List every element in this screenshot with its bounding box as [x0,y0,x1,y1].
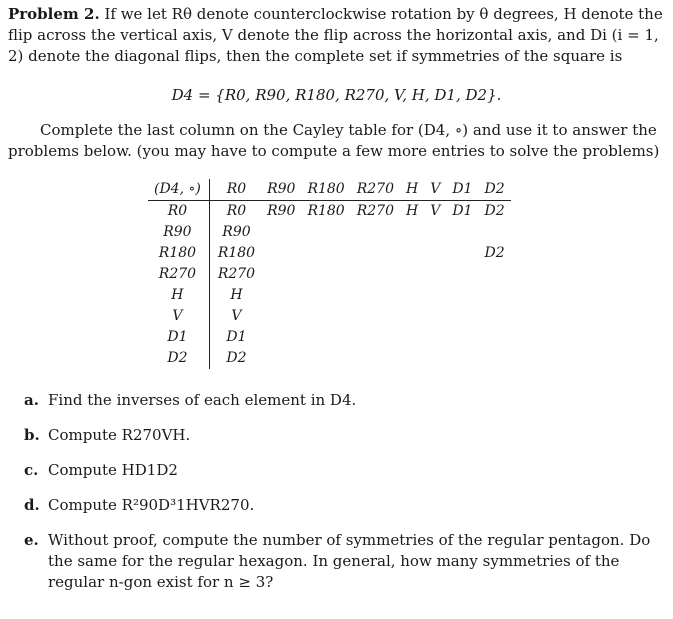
cayley-row [148,222,511,243]
cayley-cell [301,348,350,369]
cayley-cell: R270 [356,203,394,219]
cayley-cell: R0 [226,203,247,219]
cayley-cell [446,306,478,327]
cayley-cell [261,348,301,369]
cayley-cell [446,222,478,243]
cayley-cell: D1 [452,203,473,219]
cayley-cell [261,243,301,264]
cayley-cell [351,222,400,243]
cayley-cell [424,243,446,264]
cayley-row-header: V [148,306,209,327]
cayley-cell [301,222,350,243]
cayley-cell [478,285,510,306]
cayley-table [148,179,511,369]
cayley-cell: D2 [484,245,505,261]
cayley-cell: V [430,203,441,219]
problem-item-text: Compute R270VH. [48,426,191,444]
cayley-cell: D1 [226,329,247,345]
cayley-row [148,201,511,223]
cayley-cell [400,306,424,327]
cayley-cell [424,222,446,243]
cayley-column-header: H [400,179,424,201]
cayley-cell [400,243,424,264]
cayley-column-header: D1 [446,179,478,201]
cayley-cell [261,222,301,243]
cayley-row [148,243,511,264]
cayley-row [148,285,511,306]
problem-intro-text: If we let Rθ denote counterclockwise rotation by θ degrees, H denote the flip across the vertical axis, V denote the flip across the horizontal axis, and Di (i = 1, 2) denote the diagonal flips, then the complete set if symmetries of the square is [8,5,663,65]
cayley-cell [301,285,350,306]
cayley-cell: V [231,308,242,324]
symmetry-set: D4 = {R0, R90, R180, R270, V, H, D1, D2}. [171,86,502,104]
cayley-cell [261,327,301,348]
problem-intro [8,4,663,67]
cayley-cell [301,306,350,327]
cayley-cell [261,285,301,306]
problem-item-label: b. [24,426,40,444]
problem-item [24,495,654,516]
cayley-cell: R90 [222,224,251,240]
problem-item-text: Without proof, compute the number of symmetries of the regular pentagon. Do the same for the regular hexagon. In general, how many symmetries of the regular n-gon exist for n ≥ 3? [48,531,651,591]
cayley-cell [351,243,400,264]
cayley-cell [301,327,350,348]
cayley-cell [478,222,510,243]
cayley-cell [478,264,510,285]
cayley-cell: R90 [267,203,296,219]
problem-item-label: d. [24,496,40,514]
cayley-cell [446,327,478,348]
cayley-cell [446,264,478,285]
cayley-row-header: R270 [148,264,209,285]
cayley-cell: R180 [217,245,256,261]
problem-item [24,425,654,446]
cayley-column-header: R180 [301,179,350,201]
cayley-row-header: R90 [148,222,209,243]
instruction-text: Complete the last column on the Cayley table for (D4, ∘) and use it to answer the problems below. (you may have to compute a few more entries to solve the problems) [8,121,660,160]
cayley-row-header: D1 [148,327,209,348]
cayley-row [148,348,511,369]
cayley-cell [446,285,478,306]
cayley-cell [400,285,424,306]
problem-item [24,460,654,481]
cayley-cell: H [405,203,419,219]
cayley-cell [351,306,400,327]
cayley-corner: (D4, ∘) [148,179,209,201]
cayley-cell [424,264,446,285]
cayley-row-header: R180 [148,243,209,264]
cayley-row-header: D2 [148,348,209,369]
cayley-cell [301,243,350,264]
cayley-row [148,264,511,285]
cayley-cell [424,306,446,327]
cayley-column-header: D2 [478,179,510,201]
cayley-cell [424,285,446,306]
cayley-cell [351,264,400,285]
cayley-row-header: H [148,285,209,306]
cayley-row [148,327,511,348]
cayley-cell [400,264,424,285]
cayley-column-header: R0 [209,179,261,201]
cayley-cell: H [230,287,243,303]
cayley-cell [351,285,400,306]
cayley-column-header: V [424,179,446,201]
cayley-cell [400,222,424,243]
cayley-row-header: R0 [148,201,209,223]
cayley-cell [446,243,478,264]
problem-item [24,390,654,411]
cayley-cell: R180 [307,203,345,219]
cayley-cell [424,327,446,348]
cayley-cell [351,327,400,348]
cayley-cell: R270 [217,266,256,282]
cayley-cell: D2 [484,203,505,219]
cayley-cell [478,348,510,369]
cayley-cell [351,348,400,369]
cayley-cell: D2 [226,350,247,366]
cayley-cell [446,348,478,369]
cayley-cell [478,306,510,327]
cayley-cell [261,306,301,327]
cayley-cell [400,327,424,348]
problem-item-label: e. [24,531,39,549]
cayley-column-header: R90 [261,179,301,201]
problem-item-label: c. [24,461,39,479]
problem-list [24,390,654,607]
problem-item-text: Find the inverses of each element in D4. [48,391,357,409]
cayley-cell [478,327,510,348]
cayley-cell [261,264,301,285]
problem-item-text: Compute HD1D2 [48,461,178,479]
problem-label: Problem 2. [8,5,100,23]
problem-item [24,530,654,593]
problem-item-label: a. [24,391,39,409]
cayley-cell [400,348,424,369]
problem-item-text: Compute R²90D³1HVR270. [48,496,255,514]
cayley-row [148,306,511,327]
cayley-cell [301,264,350,285]
cayley-column-header: R270 [351,179,400,201]
cayley-cell [424,348,446,369]
